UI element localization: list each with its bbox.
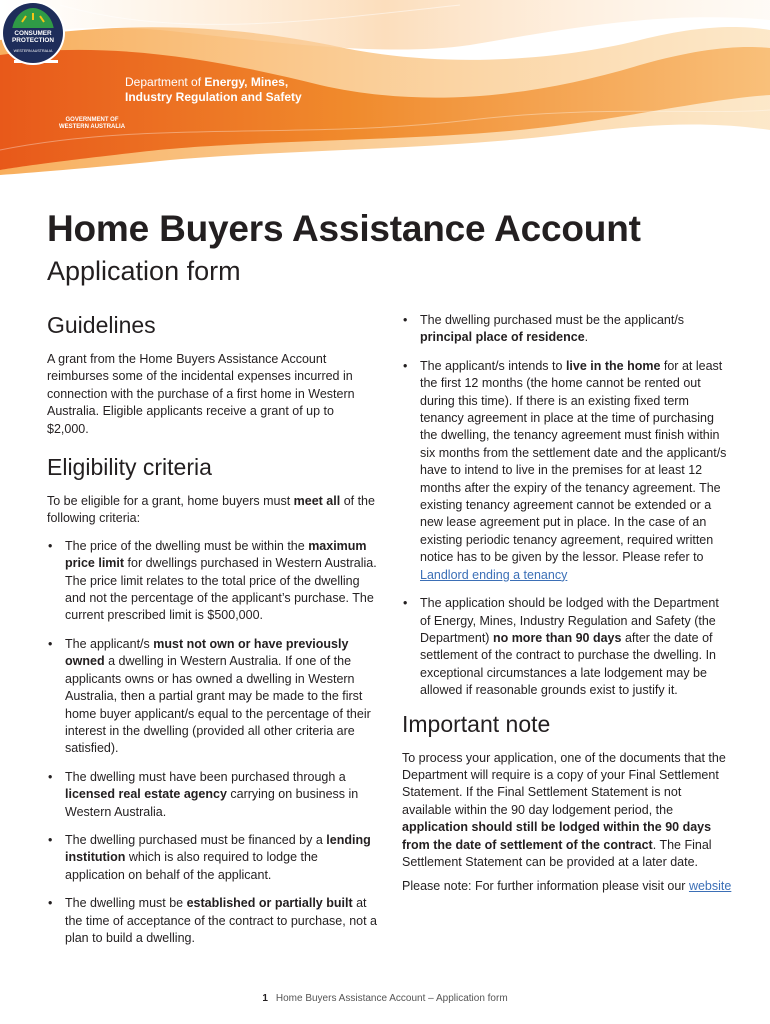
right-column: [402, 312, 732, 896]
page-header: [0, 0, 770, 175]
eligibility-heading: Eligibility criteria: [47, 454, 212, 481]
guidelines-body: A grant from the Home Buyers Assistance Account reimburses some of the incidental expenses incurred in connection with the purchase of a first home in Western Australia. Eligible applicants receive a grant of up to $2,000.: [47, 352, 355, 436]
footer-title: Home Buyers Assistance Account – Application form: [275, 993, 508, 1004]
gov-line-2: WESTERN AUSTRALIA: [58, 124, 126, 130]
eligibility-item-licensed-agency: • The dwelling must have been purchased through a licensed real estate agency carrying on business in Western Australia.: [47, 769, 377, 821]
eligibility-item-principal-residence: • The dwelling purchased must be the applicant/s principal place of residence.: [402, 312, 732, 347]
further-info-note: Please note: For further information please visit our website: [402, 879, 732, 894]
header-wave-banner: [0, 0, 770, 175]
landlord-ending-tenancy-link[interactable]: Landlord ending a tenancy: [420, 567, 568, 582]
eligibility-item-price-limit: • The price of the dwelling must be within the maximum price limit for dwellings purchased in Western Australia. The price limit relates to the total price of the dwelling and not the percentage of the applicant’s purchase. The current prescribed limit is $500,000.: [47, 538, 377, 625]
department-line-2: Industry Regulation and Safety: [125, 90, 302, 104]
eligibility-item-live-in-home: • The applicant/s intends to live in the home for at least the first 12 months (the home cannot be rented out during this time). If there is an existing fixed term tenancy agreement in place at the time of purchasing the dwelling, the tenancy agreement must finish within six months from the settlement date and the applicant/s have to intend to live in the premises for at least 12 months after the expiry of the tenancy agreement. The existing tenancy agreement cannot be extended or a new lease agreement put in place. In the case of an existing periodic tenancy agreement, required written notice has to be given by the lessor. Please refer to Landlord ending a tenancy: [402, 358, 732, 584]
department-name: [125, 75, 302, 105]
eligibility-item-established-dwelling: • The dwelling must be established or partially built at the time of acceptance of the contract to purchase, not a plan to build a dwelling.: [47, 895, 377, 947]
badge-ring-text: WESTERN AUSTRALIA: [13, 49, 53, 53]
page-footer: [0, 993, 770, 1004]
department-line-1: Department of Energy, Mines,: [125, 75, 289, 89]
badge-line-1: CONSUMER: [14, 30, 52, 37]
gov-line-1: GOVERNMENT OF: [65, 117, 119, 123]
page-title: Home Buyers Assistance Account: [47, 208, 641, 249]
eligibility-item-no-prior-ownership: • The applicant/s must not own or have previously owned a dwelling in Western Australia. If one of the applicants owns or has owned a dwelling in Western Australia, then a partial grant may be made to the first home buyer applicant/s equal to the percentage of their interest in the dwelling (provided all other criteria are satisfied).: [47, 636, 377, 758]
badge-line-2: PROTECTION: [12, 37, 54, 44]
important-note-heading: Important note: [402, 710, 551, 737]
eligibility-item-lodgement-deadline: • The application should be lodged with the Department of Energy, Mines, Industry Regulation and Safety (the Department) no more than 90 days after the date of settlement of the contract to purchase the dwelling. In exceptional circumstances a late lodgement may be allowed if reasonable grounds exist to justify it.: [402, 595, 732, 699]
important-note-body: To process your application, one of the documents that the Department will require is a copy of your Final Settlement Statement. If the Final Settlement Statement is not available within the 90 day lodgement period, the application should still be lodged within the 90 days from the date of settlement of the contract. The Final Settlement Statement can be provided at a later date.: [402, 750, 726, 869]
eligibility-item-lending-institution: • The dwelling purchased must be financed by a lending institution which is also required to lodge the application on behalf of the applicant.: [47, 832, 377, 884]
eligibility-list-continued: [402, 312, 732, 700]
guidelines-heading: Guidelines: [47, 312, 156, 338]
website-link[interactable]: website: [688, 879, 732, 894]
consumer-protection-logo: [0, 0, 66, 66]
eligibility-intro: To be eligible for a grant, home buyers must meet all of the following criteria:: [47, 494, 375, 526]
gov-wa-wordmark: [52, 117, 132, 131]
page-subtitle: Application form: [47, 256, 241, 286]
left-column: [47, 312, 377, 958]
eligibility-list: [47, 538, 377, 948]
page-number: 1: [262, 993, 268, 1004]
